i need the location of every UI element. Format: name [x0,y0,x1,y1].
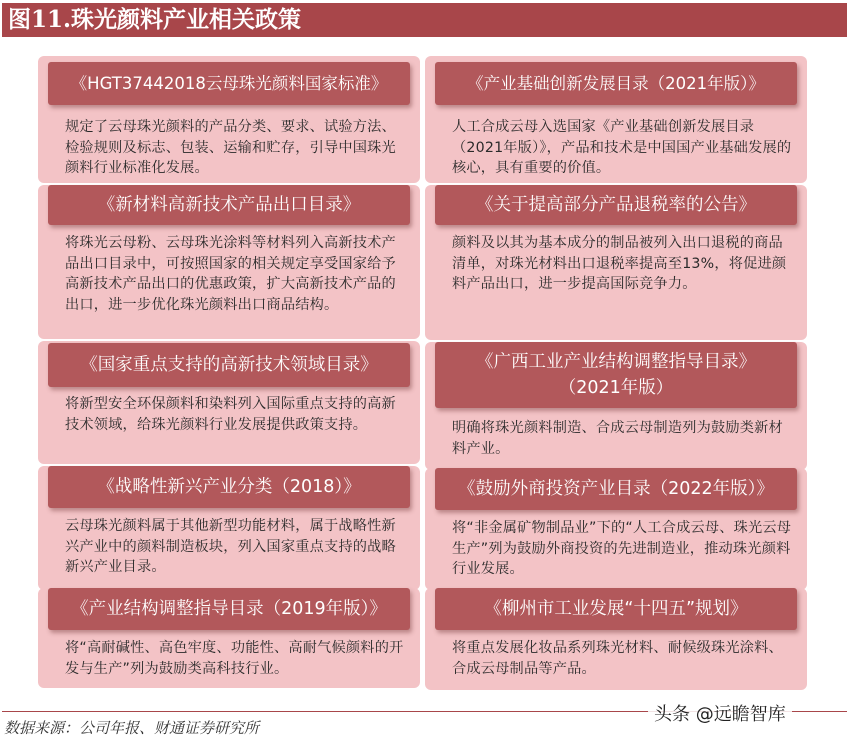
policy-card-body: 将珠光云母粉、云母珠光涂料等材料列入高新技术产品出口目录中，可按照国家的相关规定享受国家给予高新技术产品出口的优惠政策，扩大高新技术产品的出口，进一步优化珠光颜料出口商品结构。 [65,235,396,313]
policy-card-title: 《广西工业产业结构调整指导目录》（2021年版） [435,342,797,408]
policy-card-strategic-industries [38,466,420,590]
watermark: 头条 @远瞻智库 [648,700,792,726]
policy-card-title: 《产业基础创新发展目录（2021年版）》 [435,62,797,105]
policy-card-export-tax-rebate [425,185,807,340]
policy-card-title: 《HGT37442018云母珠光颜料国家标准》 [48,62,410,105]
policy-card-liuzhou-14th-plan [425,588,807,690]
policy-card-title: 《产业结构调整指导目录（2019年版）》 [48,588,410,630]
policy-card-foreign-investment-2022 [425,468,807,590]
policy-card-body: 规定了云母珠光颜料的产品分类、要求、试验方法、检验规则及标志、包装、运输和贮存，引导中国珠光颜料行业标准化发展。 [65,119,396,177]
policy-card-body: 将“高耐碱性、高色牢度、功能性、高耐气候颜料的开发与生产”列为鼓励类高科技行业。 [65,640,404,677]
policy-card-hightech-fields [38,341,420,464]
data-source: 数据来源：公司年报、财通证券研究所 [4,719,260,737]
policy-card-title: 《国家重点支持的高新技术领域目录》 [48,343,410,387]
policy-card-new-materials-export [38,185,420,339]
figure-title: 图11.珠光颜料产业相关政策 [2,3,847,37]
policy-card-body: 云母珠光颜料属于其他新型功能材料，属于战略性新兴产业中的颜料制造板块，列入国家重点支持的战略新兴产业目录。 [65,518,396,576]
policy-card-body: 将重点发展化妆品系列珠光材料、耐候级珠光涂料、合成云母制品等产品。 [452,640,783,677]
policy-card-body: 将“非金属矿物制品业”下的“人工合成云母、珠光云母生产”列为鼓励外商投资的先进制造业，推动珠光颜料行业发展。 [452,520,792,578]
policy-card-body: 颜料及以其为基本成分的制品被列入出口退税的商品清单，对珠光材料出口退税率提高至13%，将促进颜料产品出口，进一步提高国际竞争力。 [452,235,787,293]
policy-card-title: 《战略性新兴产业分类（2018）》 [48,466,410,508]
policy-card-industrial-base-2021 [425,56,807,183]
policy-card-title: 《关于提高部分产品退税率的公告》 [435,185,797,225]
policy-card-body: 将新型安全环保颜料和染料列入国际重点支持的高新技术领域，给珠光颜料行业发展提供政策支持。 [65,396,396,433]
policy-card-hgt-standard [38,56,420,183]
policy-card-guangxi-industry [425,342,807,470]
policy-card-body: 明确将珠光颜料制造、合成云母制造列为鼓励类新材料产业。 [452,420,783,457]
policy-card-title: 《鼓励外商投资产业目录（2022年版）》 [435,468,797,510]
policy-card-title: 《新材料高新技术产品出口目录》 [48,185,410,225]
policy-card-body: 人工合成云母入选国家《产业基础创新发展目录（2021年版）》，产品和技术是中国国产业基础发展的核心，具有重要的价值。 [452,119,792,177]
policy-card-title: 《柳州市工业发展“十四五”规划》 [435,588,797,630]
policy-card-industry-structure-2019 [38,588,420,688]
